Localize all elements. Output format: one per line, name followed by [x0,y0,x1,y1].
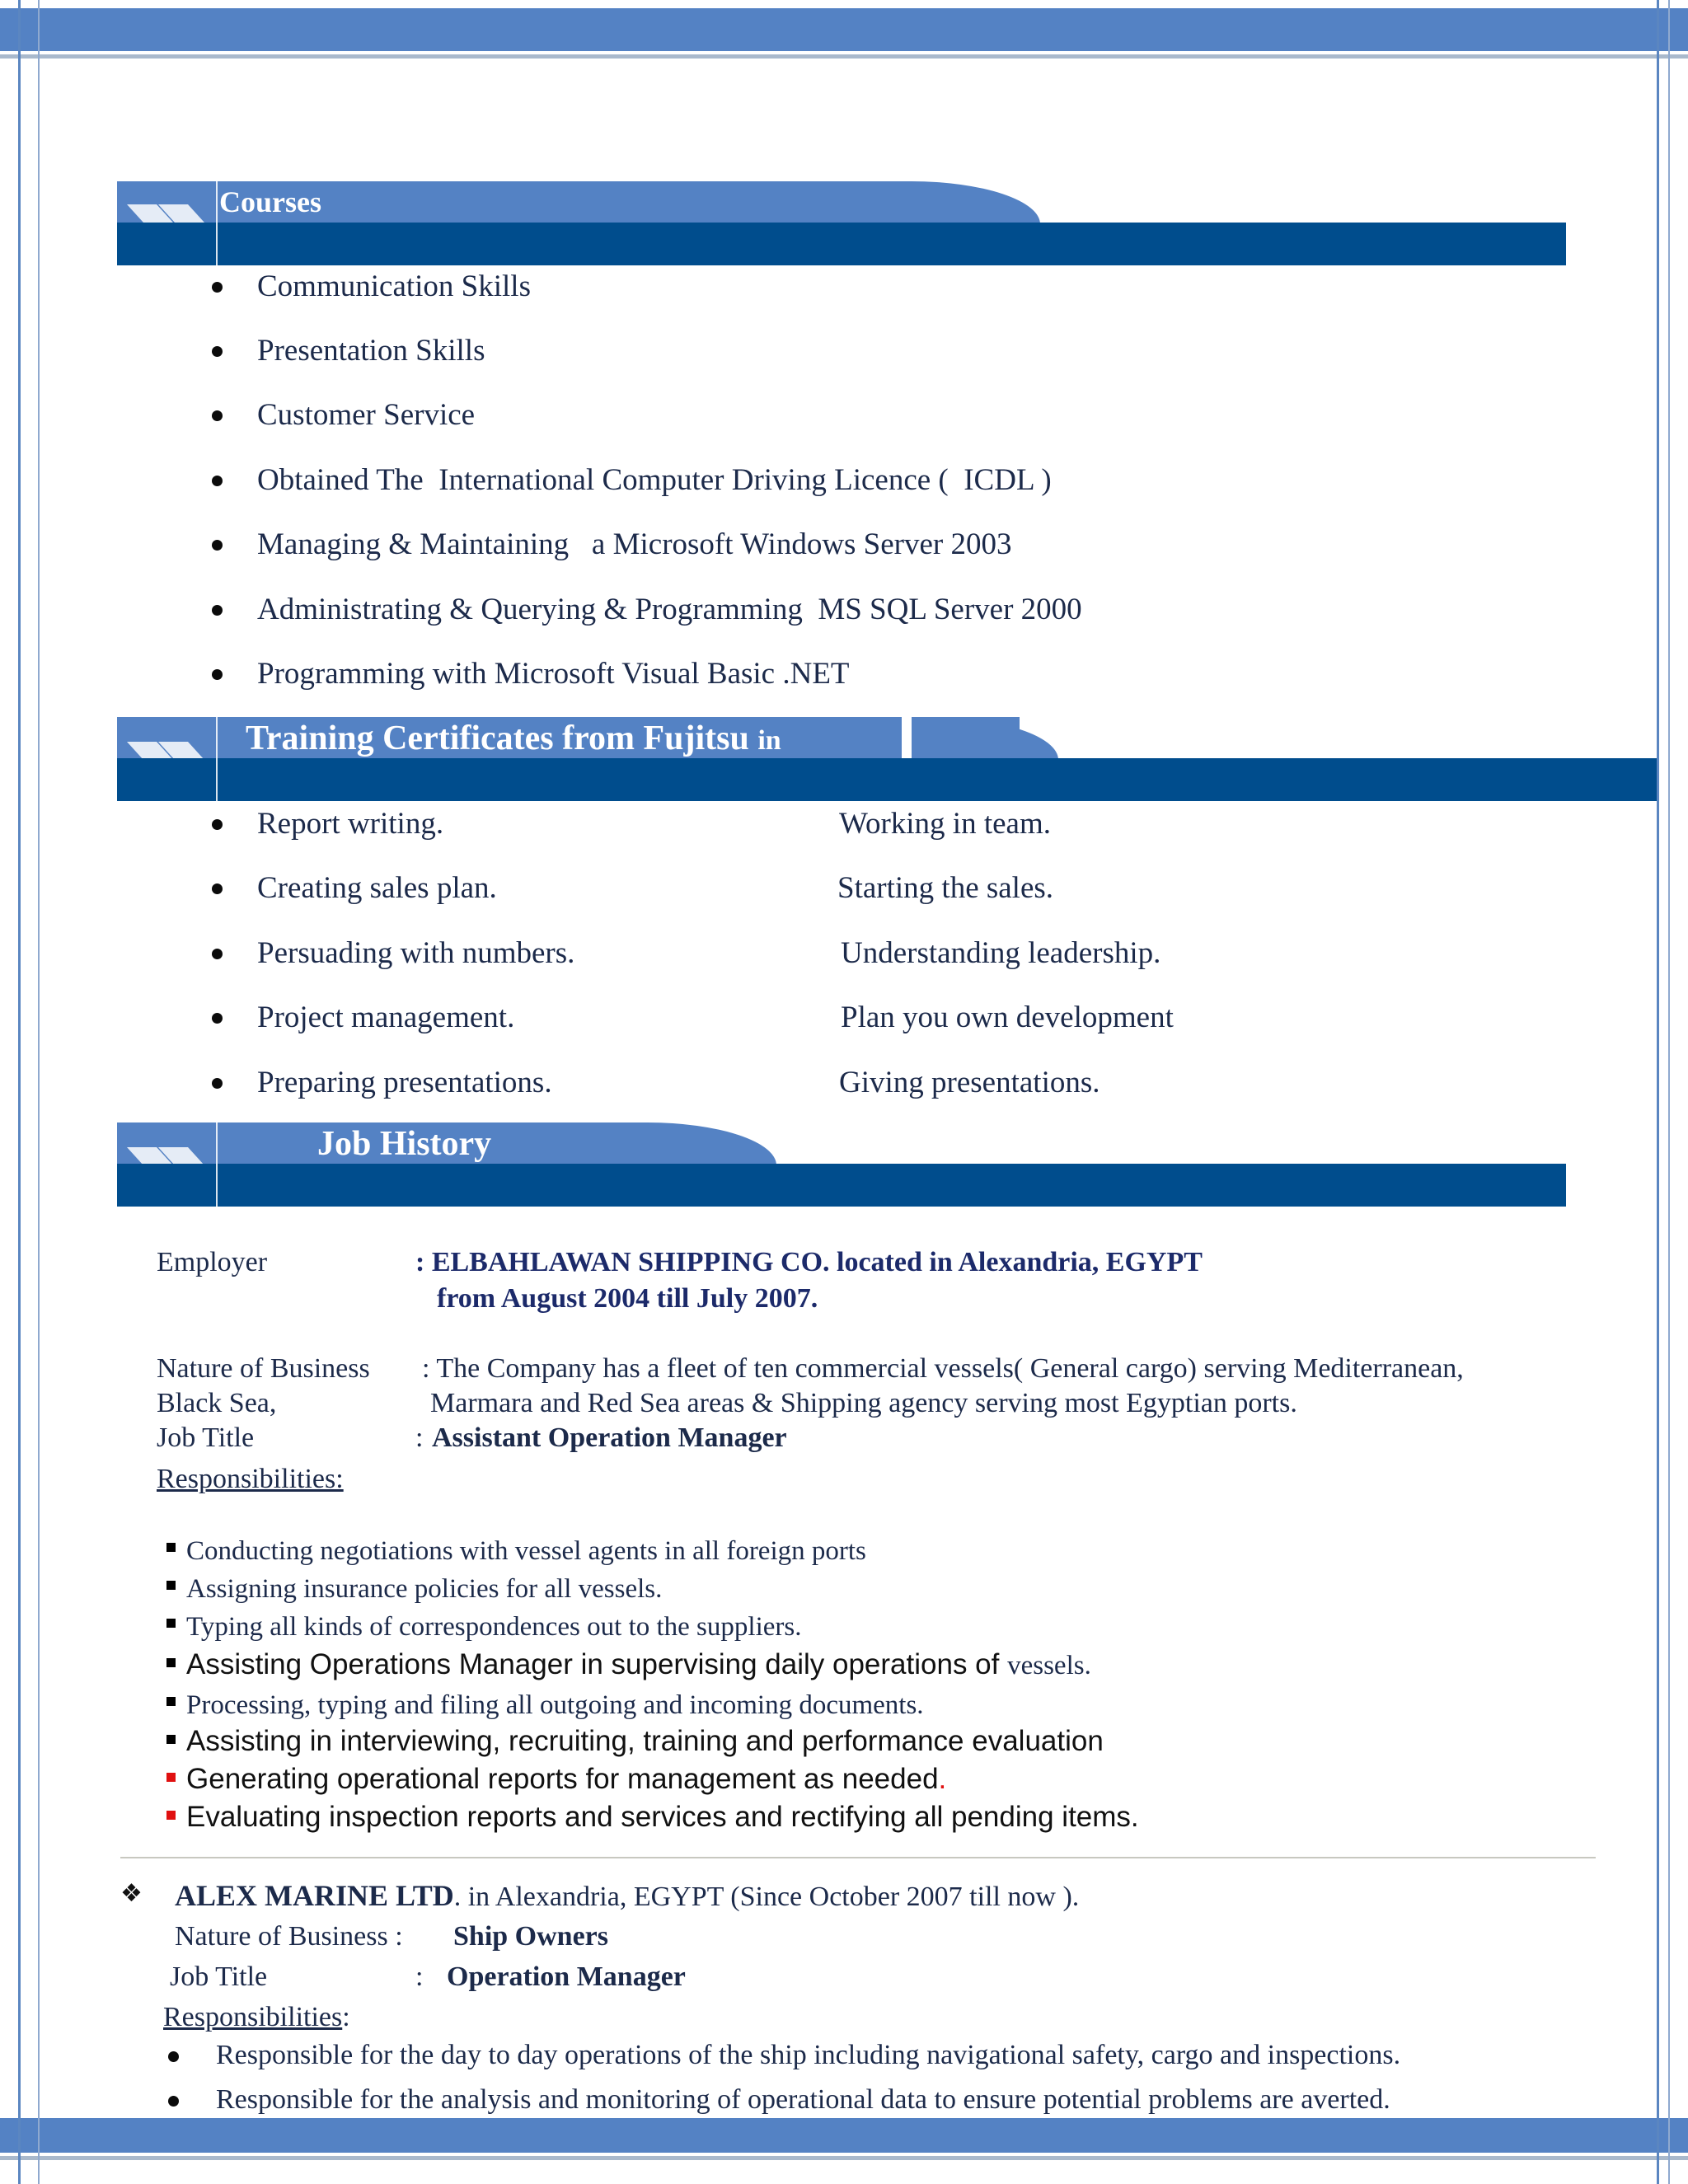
red-square-bullet-icon [166,1773,176,1782]
red-square-bullet-icon [166,1811,176,1820]
bullet-icon [212,1013,223,1024]
square-bullet-icon [166,1543,176,1552]
section-title-tab [216,181,1040,224]
employer-value: : ELBAHLAWAN SHIPPING CO. located in Alexandria, EGYPT [415,1247,1203,1277]
list-item: Typing all kinds of correspondences out to the suppliers. [186,1612,802,1642]
courses-title: Courses [219,185,321,218]
nature-of-business-value: : The Company has a fleet of ten commercial vessels( General cargo) serving Mediterranean, [422,1353,1464,1384]
list-item: Responsible for the analysis and monitoring of operational data to ensure potential problems are averted. [216,2084,1390,2115]
courses-section-header [117,181,1566,265]
list-item: Evaluating inspection reports and services and rectifying all pending items. [186,1801,1139,1833]
list-item: Presentation Skills [257,335,485,368]
nature-of-business-label-2: Black Sea, [157,1388,277,1418]
bullet-icon [212,540,223,551]
list-item: Processing, typing and filing all outgoing and incoming documents. [186,1690,924,1720]
bullet-icon [212,669,223,680]
list-item: Assigning insurance policies for all vessels. [186,1574,663,1604]
list-item: Project management. [257,1001,514,1034]
section-divider [216,181,218,265]
section-bar [117,758,1657,801]
bullet-icon [212,883,223,894]
bullet-icon [212,410,223,421]
bullet-icon [212,605,223,616]
job-title-label: Job Title [157,1422,255,1453]
job2-title-label: Job Title [170,1961,268,1992]
training-right-item: Giving presentations. [839,1066,1100,1099]
job2-company-line: ALEX MARINE LTD. in Alexandria, EGYPT (Since October 2007 till now ). [175,1879,1080,1912]
list-item: Assisting Operations Manager in supervising daily operations of vessels. [186,1648,1091,1680]
list-item: Report writing. [257,808,443,841]
section-divider [216,717,218,801]
square-bullet-icon [166,1619,176,1628]
job2-title-value: Operation Manager [447,1961,686,1992]
employer-label: Employer [157,1247,268,1277]
page-frame-left-inner-line [38,0,40,2184]
square-bullet-icon [166,1697,176,1706]
section-title-tab-extension [910,717,1058,760]
job-title-colon: : [415,1422,424,1453]
training-title: Training Certificates from Fujitsu in [246,719,781,757]
list-item: Programming with Microsoft Visual Basic .NET [257,658,850,691]
square-bullet-icon [166,1658,176,1667]
list-item: Responsible for the day to day operations of the ship including navigational safety, cargo and inspections. [216,2040,1401,2070]
list-item: Customer Service [257,399,475,432]
job-history-section-header [117,1122,1566,1207]
bullet-icon [212,819,223,830]
section-bar [117,1164,1566,1207]
page-frame-right-inner-line [1668,0,1670,2184]
employment-period: from August 2004 till July 2007. [437,1283,818,1314]
training-right-item: Working in team. [839,807,1051,841]
job2-title-colon: : [415,1961,424,1992]
list-item: Communication Skills [257,270,531,303]
job-history-title: Job History [317,1125,492,1163]
bullet-icon [168,2051,179,2062]
bullet-icon [212,476,223,486]
section-divider [216,1122,218,1207]
list-item: Obtained The International Computer Driving Licence ( ICDL ) [257,464,1052,497]
tab-gap [902,717,912,760]
list-item: Conducting negotiations with vessel agents in all foreign ports [186,1536,866,1566]
bullet-icon [168,2096,179,2107]
training-right-item: Starting the sales. [837,871,1054,905]
nature-of-business-value-2: Marmara and Red Sea areas & Shipping agency serving most Egyptian ports. [430,1388,1297,1418]
square-bullet-icon [166,1581,176,1590]
job2-nature-value: Ship Owners [453,1921,608,1952]
list-item: Persuading with numbers. [257,937,574,970]
page-frame-top [0,8,1688,51]
job2-responsibilities-label: Responsibilities: [163,2002,350,2032]
section-title-tab [216,1122,776,1165]
job-title-value: Assistant Operation Manager [432,1422,787,1453]
page-frame-left-line [18,0,21,2184]
list-item: Creating sales plan. [257,872,497,905]
list-item: Assisting in interviewing, recruiting, training and performance evaluation [186,1725,1104,1757]
training-right-item: Understanding leadership. [841,936,1161,970]
section-bar [117,223,1566,265]
responsibilities-label: Responsibilities: [157,1464,344,1494]
bullet-icon [212,346,223,357]
nature-of-business-label: Nature of Business [157,1353,370,1384]
page-frame-bottom-line [0,2156,1688,2160]
bullet-icon [212,949,223,959]
list-item: Administrating & Querying & Programming MS SQL Server 2000 [257,593,1082,626]
square-bullet-icon [166,1735,176,1744]
diamond-bullet-icon: ❖ [120,1879,143,1908]
list-item: Preparing presentations. [257,1066,552,1099]
page-frame-right-line [1657,0,1659,2184]
page-frame-top-line [0,54,1688,59]
page-frame-bottom [0,2118,1688,2153]
training-section-header [117,717,1657,801]
bullet-icon [212,1078,223,1089]
job2-nature-label: Nature of Business : [175,1921,403,1952]
list-item: Managing & Maintaining a Microsoft Windows Server 2003 [257,528,1012,561]
bullet-icon [212,282,223,293]
section-separator [120,1857,1596,1858]
list-item: Generating operational reports for management as needed. [186,1763,947,1795]
training-right-item: Plan you own development [841,1001,1174,1034]
